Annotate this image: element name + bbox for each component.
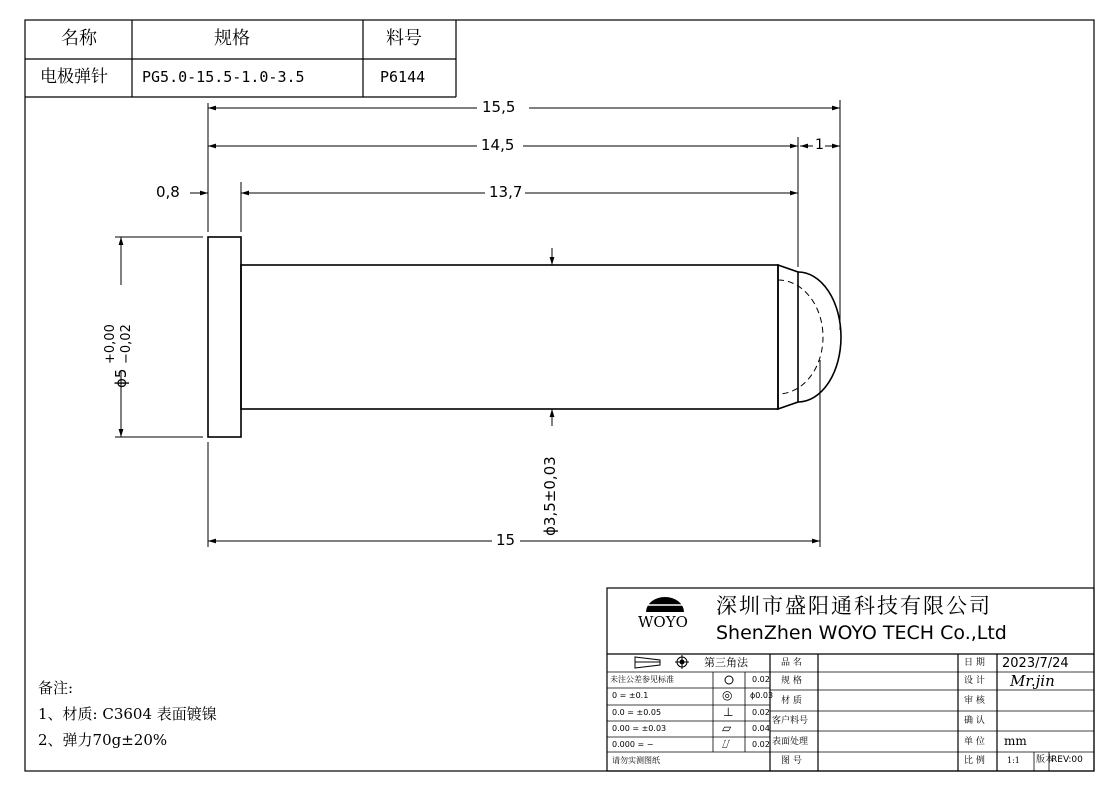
tol-value-2: 0.02 xyxy=(752,708,770,717)
part-number: P6144 xyxy=(380,68,426,86)
label-confirm: 确 认 xyxy=(964,716,985,726)
dim-total-length: 15,5 xyxy=(482,98,516,116)
part-name: 电极弹针 xyxy=(40,67,108,87)
unit-value: mm xyxy=(1004,734,1027,748)
label-designer: 设 计 xyxy=(964,676,985,686)
dim-head-dia-value: ϕ5 xyxy=(112,368,130,388)
tol-value-4: 0.02 xyxy=(752,740,770,749)
dimension-lines xyxy=(112,100,840,547)
sheet-border xyxy=(25,20,1094,771)
company-name-en: ShenZhen WOYO TECH Co.,Ltd xyxy=(716,622,1007,644)
pin-tip xyxy=(778,265,798,409)
drawing-date: 2023/7/24 xyxy=(1002,656,1069,671)
dim-head-thickness: 0,8 xyxy=(156,183,180,201)
label-product-name: 品 名 xyxy=(781,658,802,668)
dim-head-diameter xyxy=(104,288,138,388)
dim-head-tol-lower: −0,02 xyxy=(119,324,134,364)
label-unit: 单 位 xyxy=(964,737,985,747)
measure-note: 请勿实测图纸 xyxy=(612,756,660,765)
tol-symbol-3: ▱ xyxy=(722,721,732,735)
pin-head xyxy=(208,237,241,437)
label-revision: 版本 xyxy=(1036,755,1055,765)
label-date: 日 期 xyxy=(964,658,985,668)
label-drawing-no: 图 号 xyxy=(781,756,802,766)
dim-tip-length: 1 xyxy=(815,137,824,153)
notes-title: 备注: xyxy=(38,679,74,697)
projection-symbol xyxy=(635,655,689,669)
projection-label: 第三角法 xyxy=(704,656,748,669)
dim-shaft-length: 13,7 xyxy=(489,183,523,201)
designer-signature: Mr.jin xyxy=(1010,672,1055,690)
label-material: 材 质 xyxy=(781,696,802,706)
part-outline xyxy=(208,237,841,437)
tol-range-1: 0 = ±0.1 xyxy=(612,691,649,700)
header-name-label: 名称 xyxy=(61,28,97,49)
pin-shaft xyxy=(241,265,778,409)
label-customer-part: 客户料号 xyxy=(772,716,809,726)
notes-line-2: 2、弹力70g±20% xyxy=(38,731,168,749)
notes-line-1: 1、材质: C3604 表面镀镍 xyxy=(38,705,217,723)
dim-overall-length: 15 xyxy=(496,531,516,549)
header-spec-label: 规格 xyxy=(214,28,250,49)
dim-shaft-dia-value: ϕ3,5±0,03 xyxy=(541,456,559,536)
tol-symbol-1: ◎ xyxy=(722,688,733,702)
dim-shaft-diameter xyxy=(541,418,561,538)
circularity-value: 0.02 xyxy=(752,675,770,684)
label-surface: 表面处理 xyxy=(772,737,809,747)
tol-symbol-4: ⌰ xyxy=(722,737,730,751)
tolerance-title: 未注公差参见标准 xyxy=(610,675,674,684)
circularity-symbol xyxy=(725,676,733,684)
label-reviewer: 审 核 xyxy=(964,696,985,706)
scale-value: 1:1 xyxy=(1007,756,1020,765)
part-spec: PG5.0-15.5-1.0-3.5 xyxy=(142,68,305,86)
header-part-label: 料号 xyxy=(386,28,422,49)
revision-value: REV:00 xyxy=(1051,755,1083,765)
dim-head-tol-upper: +0,00 xyxy=(103,324,118,364)
tol-range-4: 0.000 = − xyxy=(612,740,654,749)
dim-body-length: 14,5 xyxy=(481,136,515,154)
label-spec: 规 格 xyxy=(781,676,802,686)
tol-range-2: 0.0 = ±0.05 xyxy=(612,708,662,717)
company-name-cn: 深圳市盛阳通科技有限公司 xyxy=(716,594,992,618)
tol-value-3: 0.04 xyxy=(752,724,770,733)
label-scale: 比 例 xyxy=(964,756,985,766)
hidden-line xyxy=(778,280,823,394)
tol-symbol-2: ⊥ xyxy=(723,705,734,719)
logo-wordmark: WOYO xyxy=(638,613,688,631)
tol-range-3: 0.00 = ±0.03 xyxy=(612,724,667,733)
tol-value-1: ϕ0.03 xyxy=(750,691,774,700)
